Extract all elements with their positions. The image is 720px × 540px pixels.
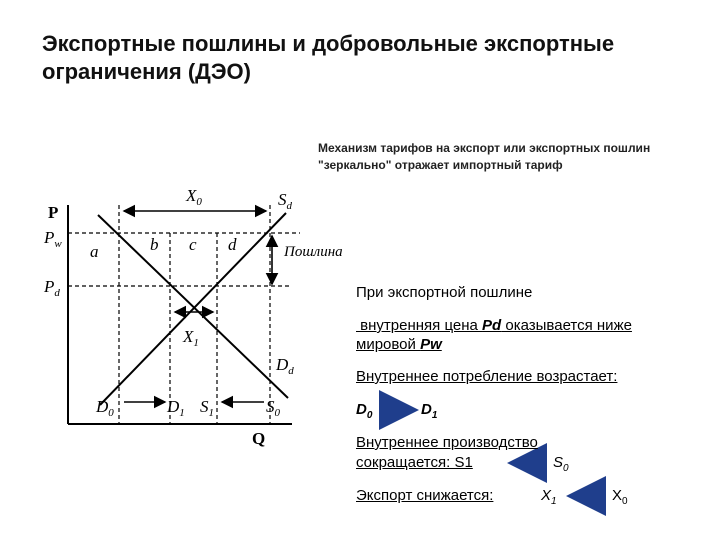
consumption-note: Внутреннее потребление возрастает:	[356, 368, 618, 385]
quantity-axis-label: Q	[252, 429, 266, 448]
demand-label: $D_d$	[276, 355, 294, 377]
d1-tick-label: $D_1$	[167, 397, 185, 419]
diagram-caption: Механизм тарифов на экспорт или экспортных пошлин "зеркально" отражает импортный тариф	[318, 141, 651, 172]
production-note-line2: сокращается: S1	[356, 454, 473, 471]
production-to: $S_0$	[553, 454, 569, 474]
export-note: Экспорт снижается:	[356, 487, 494, 504]
x0-label: $X_0$	[186, 186, 202, 208]
d0-tick-label: $D_0$	[96, 397, 114, 419]
area-d-label: d	[228, 235, 237, 254]
s0-tick-label: $S_0$	[266, 397, 280, 419]
production-note-line1: Внутреннее производство	[356, 434, 538, 451]
s1-tick-label: $S_1$	[200, 397, 214, 419]
price-note-line2: мировой Pw	[356, 336, 442, 353]
duty-label: Пошлина	[284, 244, 343, 260]
x1-label: $X_1$	[183, 327, 199, 349]
domestic-price-label: $P_d$	[44, 277, 60, 299]
slide-title: Экспортные пошлины и добровольные экспортные ограничения (ДЭО)	[42, 31, 615, 84]
consumption-to: $D_1$	[421, 401, 438, 421]
price-axis-label: P	[48, 203, 59, 222]
export-from: $X_1$	[541, 487, 557, 507]
notes-heading: При экспортной пошлине	[356, 284, 533, 301]
area-b-label: b	[150, 235, 159, 254]
consumption-from: $D_0$	[356, 401, 373, 421]
area-a-label: a	[90, 242, 99, 261]
supply-label: $S_d$	[278, 190, 292, 212]
world-price-label: $P_w$	[44, 228, 62, 250]
area-c-label: c	[189, 235, 197, 254]
price-note-line1: внутренняя цена Pd оказывается ниже	[356, 317, 632, 334]
export-to: $X_0$	[612, 487, 628, 507]
